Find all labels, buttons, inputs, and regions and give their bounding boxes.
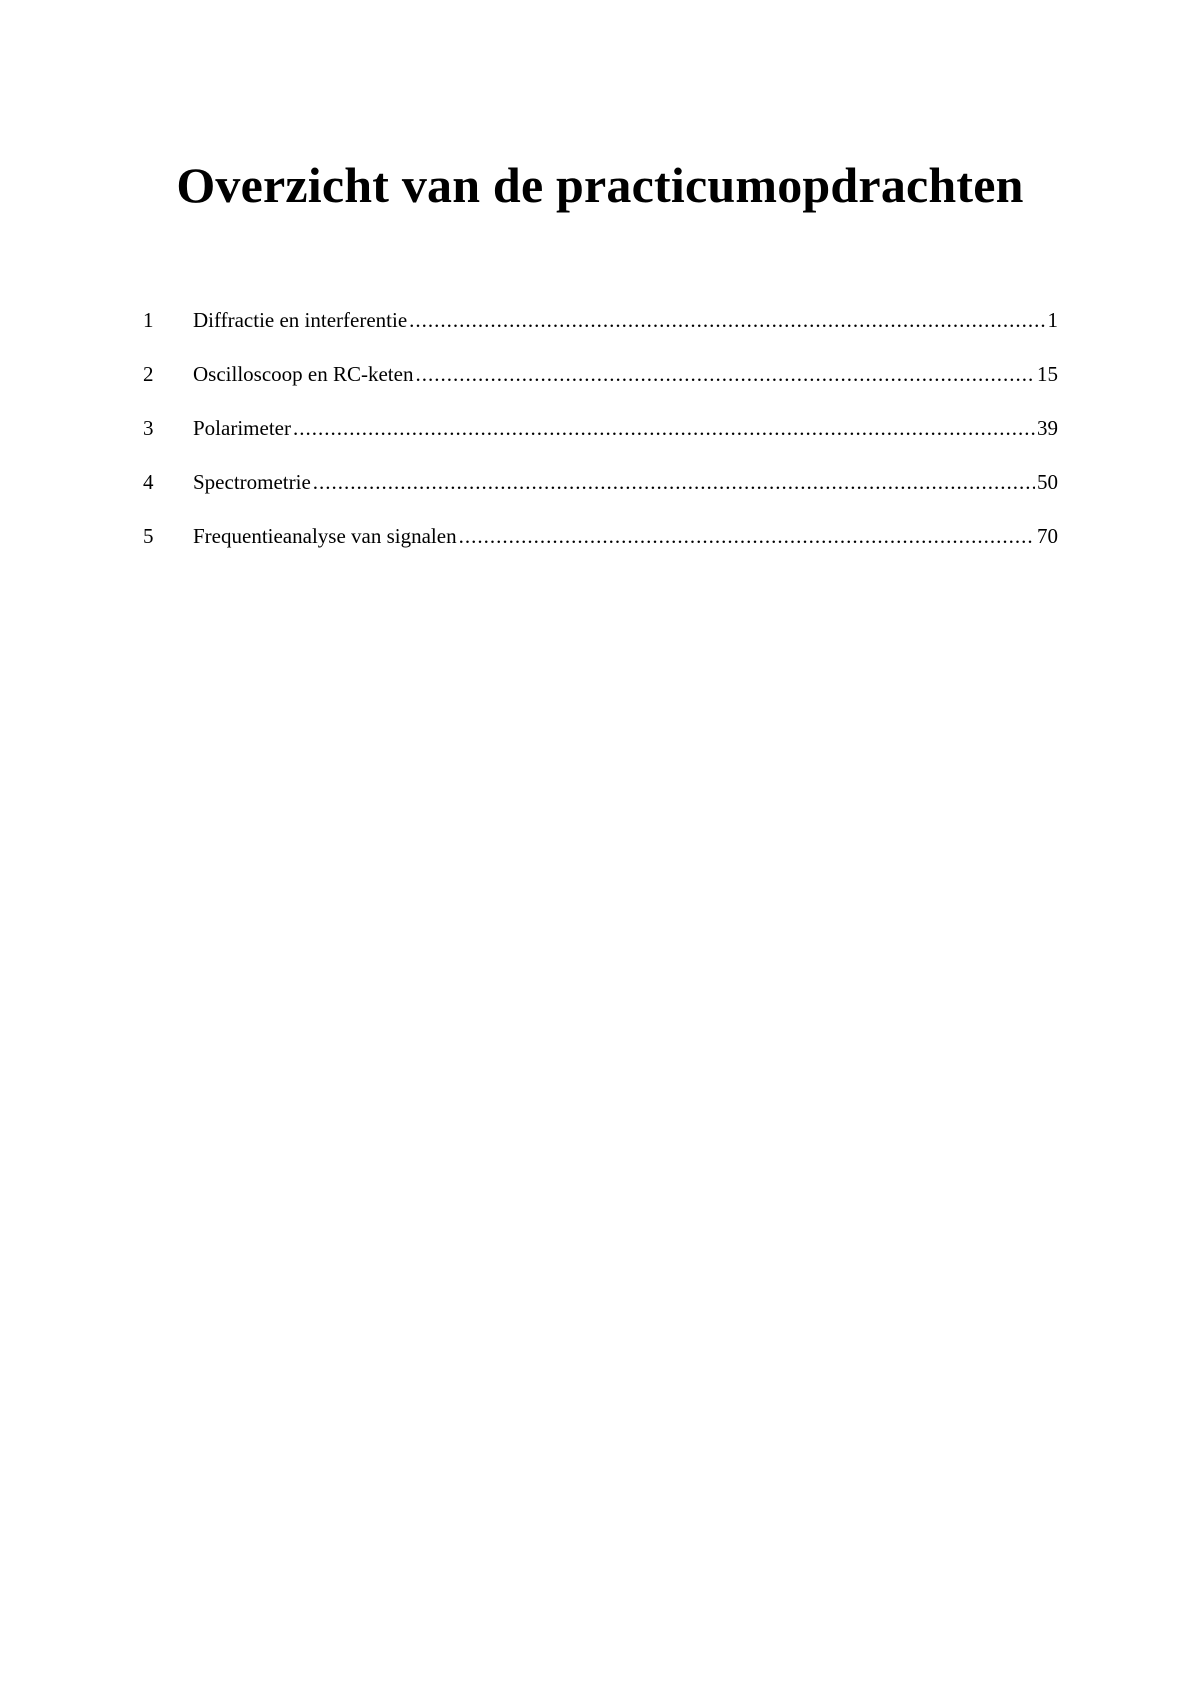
toc-dot-leader (459, 518, 1035, 554)
toc-entry-2 (143, 356, 1058, 410)
table-of-contents (143, 302, 1058, 572)
toc-entry-number: 1 (143, 308, 154, 332)
toc-entry-page: 15 (1037, 362, 1058, 386)
toc-entry-3 (143, 410, 1058, 464)
toc-entry-page: 70 (1037, 524, 1058, 548)
toc-entry-4 (143, 464, 1058, 518)
toc-entry-label: Frequentieanalyse van signalen (193, 524, 457, 548)
toc-entry-number: 3 (143, 416, 154, 440)
toc-entry-label: Diffractie en interferentie (193, 308, 408, 332)
toc-dot-leader (415, 356, 1035, 392)
toc-entry-page: 39 (1037, 416, 1058, 440)
toc-dot-leader (313, 464, 1035, 500)
toc-entry-label: Oscilloscoop en RC-keten (193, 362, 414, 386)
toc-entry-label: Spectrometrie (193, 470, 311, 494)
toc-entry-number: 4 (143, 470, 154, 494)
toc-entry-label: Polarimeter (193, 416, 291, 440)
toc-entry-page: 50 (1037, 470, 1058, 494)
toc-dot-leader (409, 302, 1045, 338)
toc-entry-number: 2 (143, 362, 154, 386)
toc-entry-number: 5 (143, 524, 154, 548)
page-title: Overzicht van de practicumopdrachten (176, 157, 1024, 213)
toc-entry-1 (143, 302, 1058, 356)
toc-entry-page: 1 (1047, 308, 1058, 332)
toc-dot-leader (293, 410, 1035, 446)
toc-entry-5 (143, 518, 1058, 572)
